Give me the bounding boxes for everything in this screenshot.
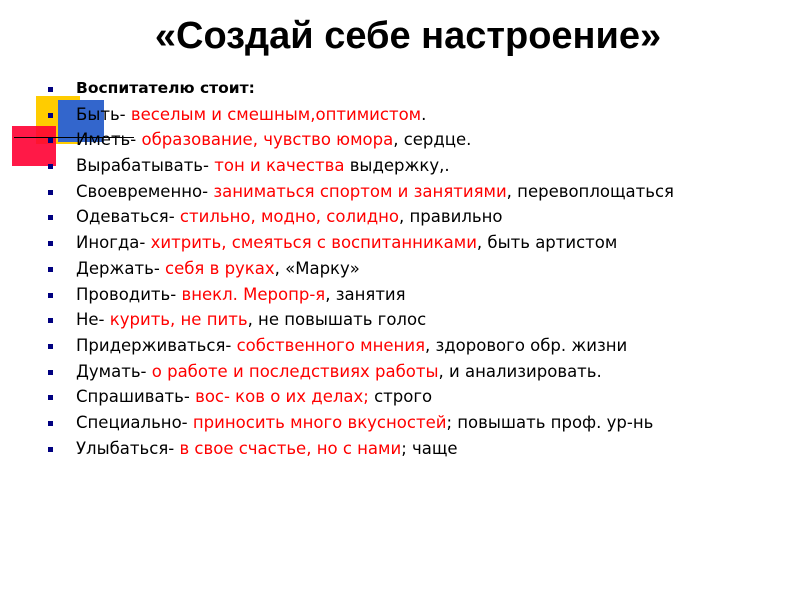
highlighted-text: стильно, модно, солидно xyxy=(179,207,400,227)
square-bullet-icon xyxy=(48,190,53,195)
item-text: Держать- xyxy=(76,258,166,278)
item-text: Проводить- xyxy=(76,284,182,304)
bullet-list xyxy=(46,76,796,461)
list-item xyxy=(46,153,796,179)
item-text: , «Марку» xyxy=(274,258,360,278)
highlighted-text: себя в руках xyxy=(165,258,275,278)
highlighted-text: о работе и последствиях работы xyxy=(151,361,439,381)
list-item xyxy=(46,384,796,410)
list-item xyxy=(46,102,796,128)
square-bullet-icon xyxy=(48,370,53,375)
item-text: Специально- xyxy=(76,412,193,432)
list-item xyxy=(46,179,796,205)
item-text: Иногда- xyxy=(76,233,151,253)
item-text: Иметь- xyxy=(76,130,142,150)
highlighted-text: собственного мнения xyxy=(236,335,425,355)
item-text: . xyxy=(421,104,427,124)
list-item xyxy=(46,282,796,308)
square-bullet-icon xyxy=(48,395,53,400)
square-bullet-icon xyxy=(48,267,53,272)
item-text: , занятия xyxy=(325,284,406,304)
list-item xyxy=(46,410,796,436)
list-item xyxy=(46,204,796,230)
square-bullet-icon xyxy=(48,241,53,246)
list-item xyxy=(46,127,796,153)
item-text: , здорового обр. жизни xyxy=(425,335,628,355)
item-text: Вырабатывать- xyxy=(76,156,215,176)
highlighted-text: тон и качества xyxy=(214,156,345,176)
square-bullet-icon xyxy=(48,344,53,349)
item-text: Своевременно- xyxy=(76,181,214,201)
list-item xyxy=(46,256,796,282)
item-text: выдержку,. xyxy=(344,156,450,176)
highlighted-text: курить, не пить xyxy=(109,310,248,330)
item-text: Быть- xyxy=(76,104,131,124)
square-bullet-icon xyxy=(48,164,53,169)
highlighted-text: в свое счастье, но с нами xyxy=(179,438,402,458)
list-item xyxy=(46,230,796,256)
highlighted-text: приносить много вкусностей xyxy=(192,412,447,432)
square-bullet-icon xyxy=(48,215,53,220)
list-heading xyxy=(46,76,796,102)
item-text: Думать- xyxy=(76,361,152,381)
highlighted-text: вос- ков о их делах; xyxy=(195,387,369,407)
square-bullet-icon xyxy=(48,293,53,298)
square-bullet-icon xyxy=(48,447,53,452)
item-text: Не- xyxy=(76,310,110,330)
item-text: Улыбаться- xyxy=(76,438,180,458)
highlighted-text: веселым и смешным,оптимистом xyxy=(130,104,422,124)
square-bullet-icon xyxy=(48,318,53,323)
list-item xyxy=(46,307,796,333)
slide-title: «Создай себе настроение» xyxy=(154,15,662,57)
item-text: , перевоплощаться xyxy=(506,181,674,201)
square-bullet-icon xyxy=(48,113,53,118)
square-bullet-icon xyxy=(48,87,53,92)
item-text: ; повышать проф. ур-нь xyxy=(446,412,654,432)
item-text: , быть артистом xyxy=(476,233,618,253)
item-text: , не повышать голос xyxy=(247,310,427,330)
item-text: ; чаще xyxy=(401,438,458,458)
list-item xyxy=(46,436,796,462)
list-item xyxy=(46,359,796,385)
item-text: , и анализировать. xyxy=(438,361,602,381)
item-text: Придерживаться- xyxy=(76,335,237,355)
square-bullet-icon xyxy=(48,138,53,143)
item-text: Воспитателю стоит: xyxy=(76,79,255,97)
highlighted-text: хитрить, смеяться с воспитанниками xyxy=(150,233,477,253)
highlighted-text: внекл. Меропр-я xyxy=(181,284,326,304)
item-text: , правильно xyxy=(399,207,503,227)
highlighted-text: заниматься спортом и занятиями xyxy=(213,181,507,201)
highlighted-text: образование, чувство юмора xyxy=(141,130,394,150)
item-text: Одеваться- xyxy=(76,207,180,227)
list-item xyxy=(46,333,796,359)
item-text: строго xyxy=(368,387,433,407)
item-text: Спрашивать- xyxy=(76,387,196,407)
square-bullet-icon xyxy=(48,421,53,426)
item-text: , сердце. xyxy=(393,130,472,150)
